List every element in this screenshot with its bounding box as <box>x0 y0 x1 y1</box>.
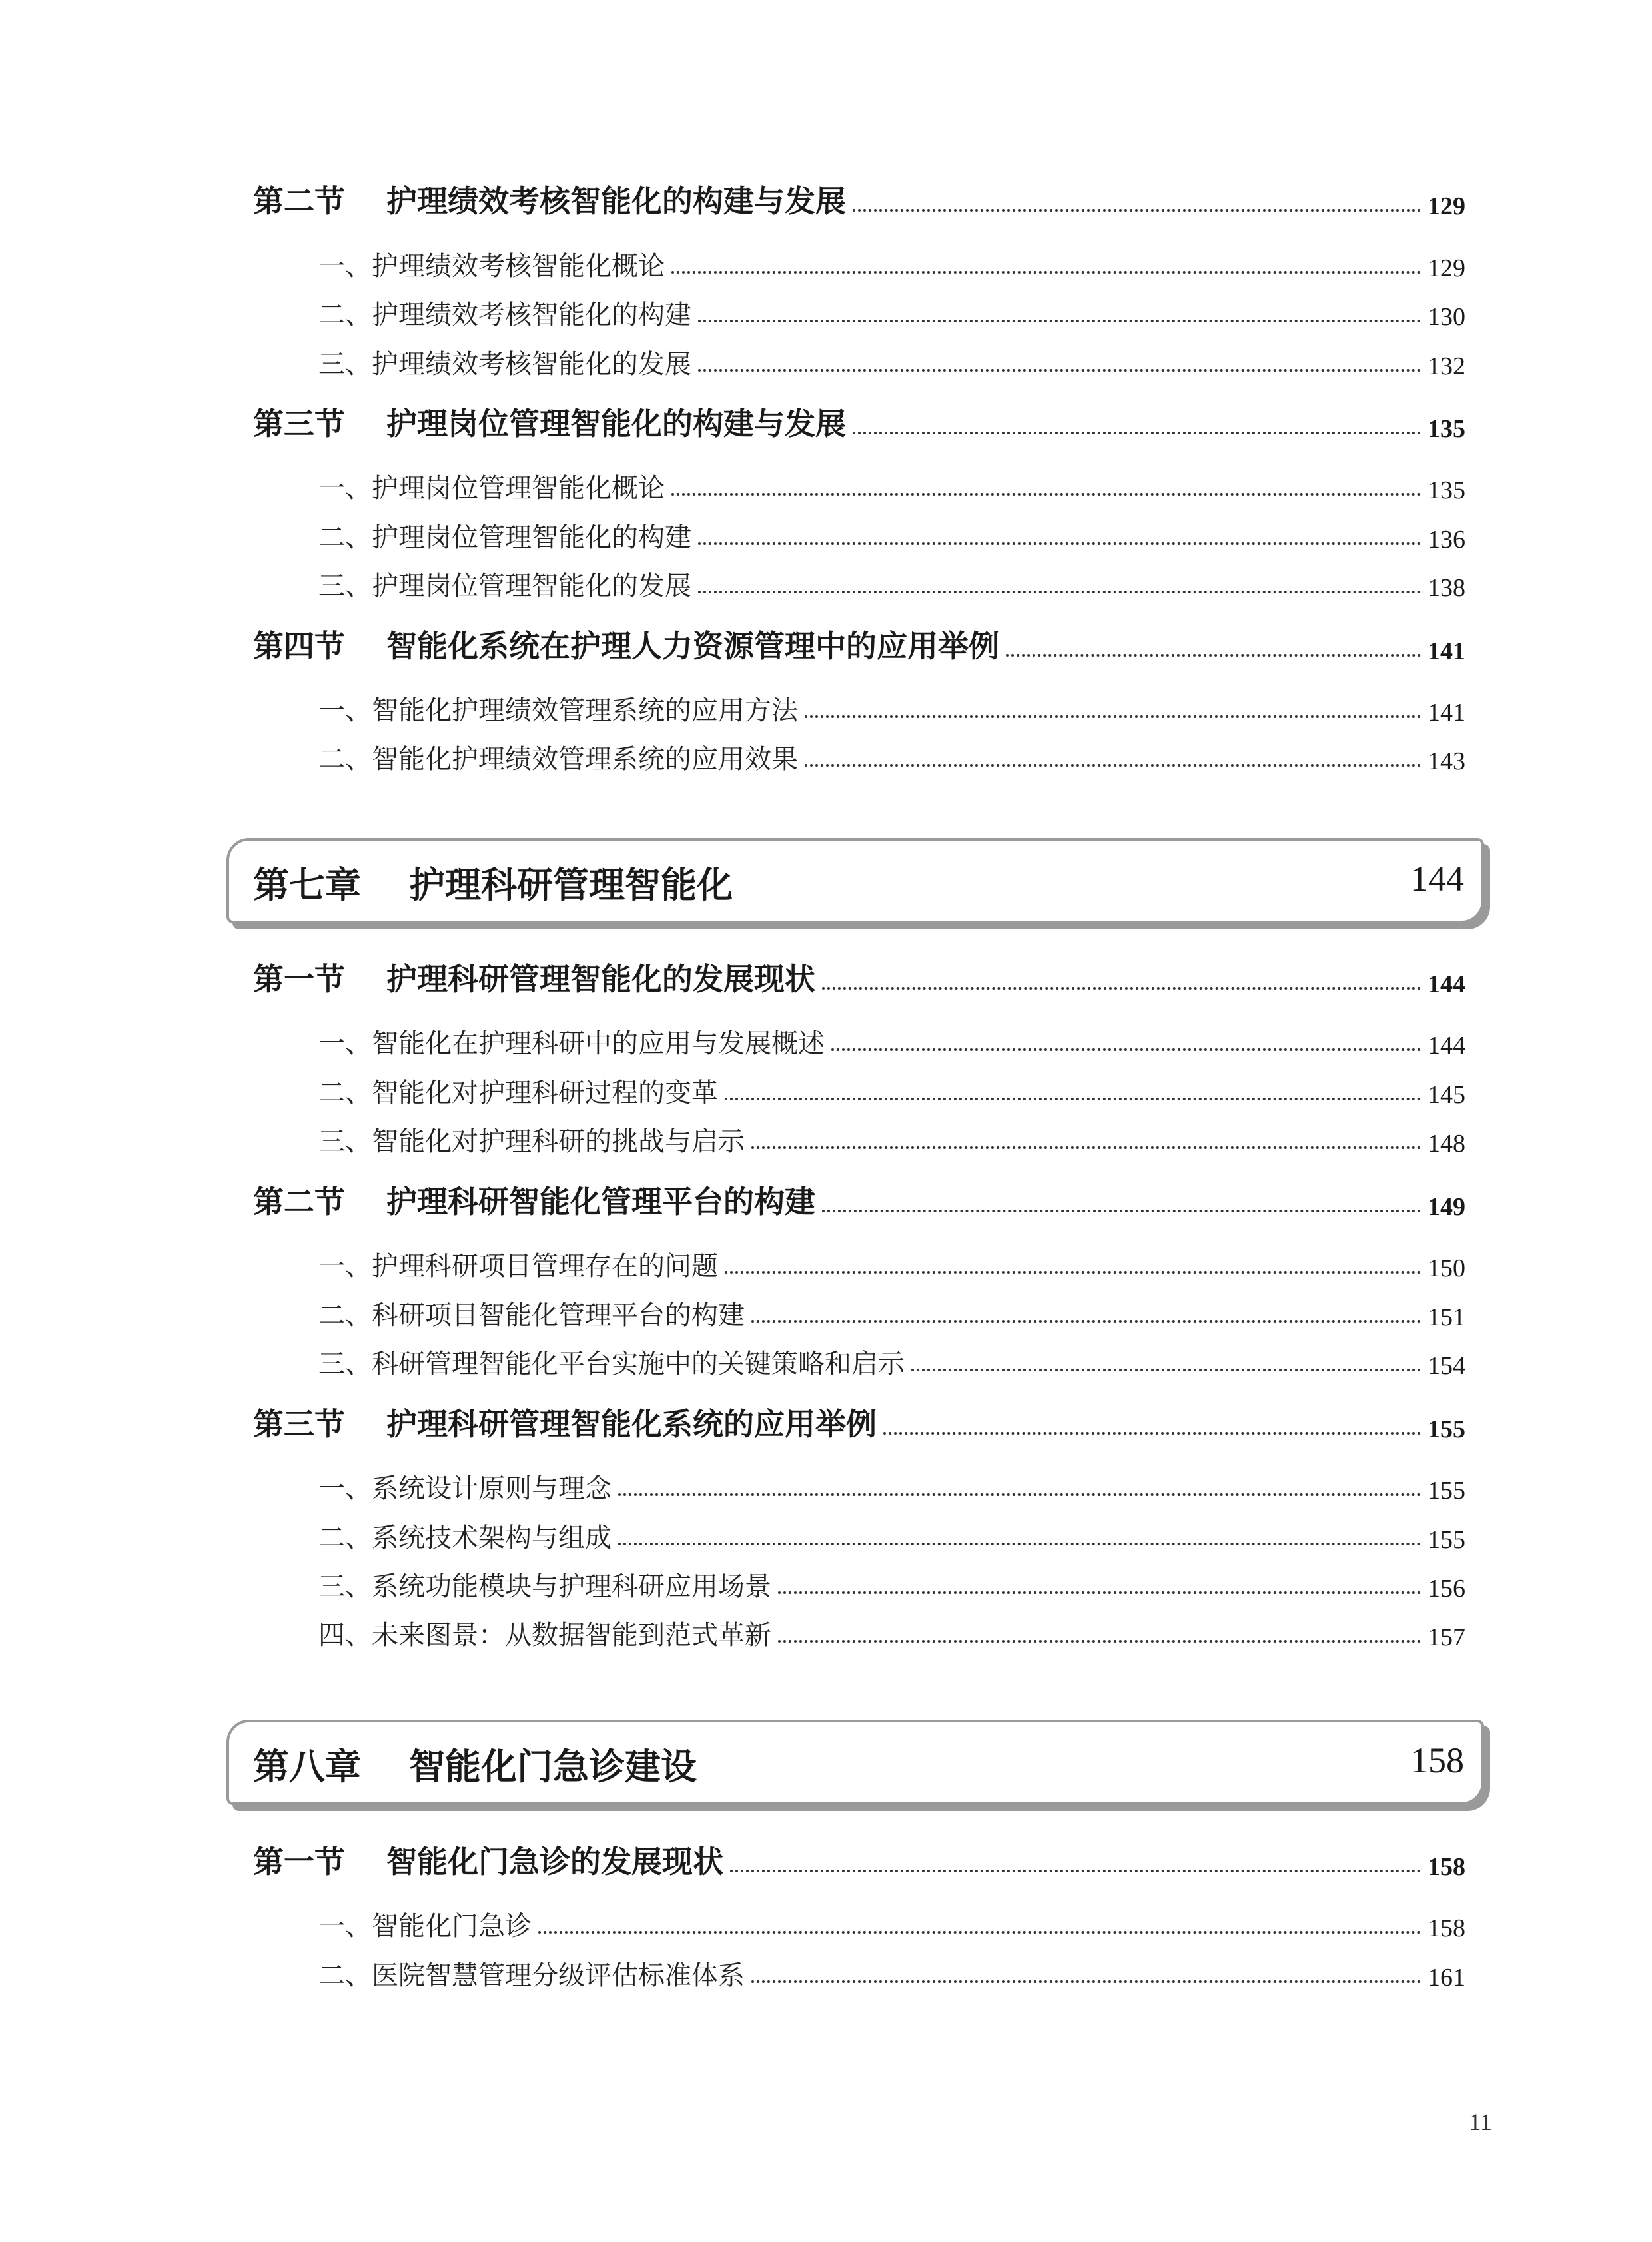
toc-item-entry[interactable] <box>318 236 1465 283</box>
item-title: 二、智能化护理绩效管理系统的应用效果 <box>318 744 798 775</box>
dot-leader <box>698 369 1421 372</box>
chapter-page-number: 158 <box>1410 1740 1464 1780</box>
dot-leader <box>618 1543 1421 1545</box>
dot-leader <box>751 1146 1421 1149</box>
chapter-page-number: 144 <box>1410 859 1464 899</box>
item-title: 一、智能化在护理科研中的应用与发展概述 <box>318 1028 825 1059</box>
entry-page-number: 141 <box>1428 699 1465 727</box>
toc-item-entry[interactable] <box>318 729 1465 776</box>
item-title: 二、系统技术架构与组成 <box>318 1523 612 1553</box>
entry-page-number: 144 <box>1428 1032 1465 1060</box>
item-title: 一、护理岗位管理智能化概论 <box>318 473 665 504</box>
toc-item-entry[interactable] <box>318 508 1465 554</box>
toc-item-entry[interactable] <box>318 1557 1465 1603</box>
dot-leader <box>805 764 1421 767</box>
dot-leader <box>822 987 1421 990</box>
toc-item-entry[interactable] <box>318 1236 1465 1283</box>
dot-leader <box>831 1048 1421 1051</box>
item-title: 二、科研项目智能化管理平台的构建 <box>318 1300 745 1331</box>
dot-leader <box>698 320 1421 322</box>
chapter-heading <box>226 838 1484 923</box>
dot-leader <box>618 1493 1421 1496</box>
section-label: 第二节 <box>253 183 345 219</box>
chapter-label: 第七章 <box>253 864 361 906</box>
entry-page-number: 129 <box>1428 192 1465 220</box>
dot-leader <box>730 1870 1421 1872</box>
entry-page-number: 129 <box>1428 254 1465 282</box>
item-title: 三、护理绩效考核智能化的发展 <box>318 349 691 380</box>
toc-item-entry[interactable] <box>318 1508 1465 1555</box>
entry-page-number: 156 <box>1428 1575 1465 1603</box>
toc-section-entry[interactable] <box>253 1397 1465 1444</box>
section-label: 第一节 <box>253 961 345 997</box>
dot-leader <box>725 1271 1421 1274</box>
section-label: 第三节 <box>253 1406 345 1442</box>
toc-item-entry[interactable] <box>318 681 1465 727</box>
toc-item-entry[interactable] <box>318 1334 1465 1381</box>
toc-item-entry[interactable] <box>318 334 1465 381</box>
item-title: 四、未来图景：从数据智能到范式革新 <box>318 1620 771 1651</box>
dot-leader <box>778 1591 1421 1594</box>
chapter-title: 智能化门急诊建设 <box>409 1746 697 1788</box>
page-number: 11 <box>1469 2109 1492 2135</box>
section-title: 护理科研管理智能化系统的应用举例 <box>386 1406 877 1442</box>
dot-leader <box>538 1931 1421 1934</box>
toc-section-entry[interactable] <box>253 1175 1465 1222</box>
section-title: 智能化门急诊的发展现状 <box>386 1844 723 1880</box>
section-title: 智能化系统在护理人力资源管理中的应用举例 <box>386 628 999 664</box>
item-title: 三、科研管理智能化平台实施中的关键策略和启示 <box>318 1349 905 1379</box>
toc-section-entry[interactable] <box>253 1835 1465 1882</box>
entry-page-number: 145 <box>1428 1081 1465 1109</box>
chapter-heading <box>226 1720 1484 1805</box>
chapter-title: 护理科研管理智能化 <box>409 864 733 906</box>
toc-item-entry[interactable] <box>318 1459 1465 1505</box>
item-title: 二、护理绩效考核智能化的构建 <box>318 300 691 330</box>
entry-page-number: 155 <box>1428 1526 1465 1554</box>
entry-page-number: 135 <box>1428 476 1465 504</box>
entry-page-number: 151 <box>1428 1304 1465 1331</box>
entry-page-number: 136 <box>1428 526 1465 554</box>
entry-page-number: 141 <box>1428 637 1465 665</box>
dot-leader <box>751 1980 1421 1983</box>
entry-page-number: 138 <box>1428 574 1465 602</box>
dot-leader <box>671 493 1421 496</box>
toc-section-entry[interactable] <box>253 619 1465 666</box>
item-title: 一、护理科研项目管理存在的问题 <box>318 1251 718 1282</box>
item-title: 一、护理绩效考核智能化概论 <box>318 251 665 282</box>
dot-leader <box>751 1320 1421 1323</box>
section-label: 第四节 <box>253 628 345 664</box>
entry-page-number: 130 <box>1428 303 1465 331</box>
section-title: 护理绩效考核智能化的构建与发展 <box>386 183 846 219</box>
toc-item-entry[interactable] <box>318 556 1465 603</box>
entry-page-number: 135 <box>1428 415 1465 443</box>
section-label: 第一节 <box>253 1844 345 1880</box>
section-title: 护理科研智能化管理平台的构建 <box>386 1184 815 1220</box>
dot-leader <box>853 432 1421 434</box>
toc-item-entry[interactable] <box>318 1605 1465 1652</box>
section-label: 第二节 <box>253 1184 345 1220</box>
entry-page-number: 132 <box>1428 352 1465 380</box>
dot-leader <box>883 1432 1421 1435</box>
dot-leader <box>778 1640 1421 1643</box>
entry-page-number: 158 <box>1428 1914 1465 1942</box>
toc-item-entry[interactable] <box>318 1286 1465 1332</box>
dot-leader <box>822 1210 1421 1212</box>
item-title: 一、系统设计原则与理念 <box>318 1473 612 1504</box>
dot-leader <box>853 209 1421 212</box>
dot-leader <box>698 542 1421 545</box>
item-title: 三、护理岗位管理智能化的发展 <box>318 571 691 601</box>
toc-section-entry[interactable] <box>253 175 1465 221</box>
section-title: 护理岗位管理智能化的构建与发展 <box>386 406 846 442</box>
dot-leader <box>725 1098 1421 1100</box>
item-title: 二、医院智慧管理分级评估标准体系 <box>318 1960 745 1991</box>
toc-item-entry[interactable] <box>318 1946 1465 1992</box>
section-title: 护理科研管理智能化的发展现状 <box>386 961 815 997</box>
dot-leader <box>698 591 1421 593</box>
entry-page-number: 143 <box>1428 747 1465 775</box>
dot-leader <box>671 271 1421 274</box>
toc-item-entry[interactable] <box>318 1896 1465 1943</box>
entry-page-number: 155 <box>1428 1415 1465 1443</box>
dot-leader <box>911 1369 1421 1371</box>
toc-item-entry[interactable] <box>318 1112 1465 1158</box>
toc-section-entry[interactable] <box>253 952 1465 999</box>
section-label: 第三节 <box>253 406 345 442</box>
toc-item-entry[interactable] <box>318 1063 1465 1110</box>
item-title: 一、智能化门急诊 <box>318 1911 532 1942</box>
toc-section-entry[interactable] <box>253 397 1465 444</box>
dot-leader <box>1006 654 1421 657</box>
toc-item-entry[interactable] <box>318 285 1465 332</box>
entry-page-number: 149 <box>1428 1193 1465 1221</box>
entry-page-number: 148 <box>1428 1130 1465 1158</box>
item-title: 二、护理岗位管理智能化的构建 <box>318 522 691 553</box>
chapter-label: 第八章 <box>253 1746 361 1788</box>
entry-page-number: 154 <box>1428 1352 1465 1380</box>
entry-page-number: 161 <box>1428 1964 1465 1992</box>
entry-page-number: 157 <box>1428 1623 1465 1651</box>
dot-leader <box>805 715 1421 718</box>
toc-item-entry[interactable] <box>318 458 1465 505</box>
item-title: 二、智能化对护理科研过程的变革 <box>318 1078 718 1108</box>
item-title: 三、系统功能模块与护理科研应用场景 <box>318 1571 771 1602</box>
toc-item-entry[interactable] <box>318 1014 1465 1060</box>
entry-page-number: 144 <box>1428 970 1465 998</box>
item-title: 一、智能化护理绩效管理系统的应用方法 <box>318 695 798 726</box>
entry-page-number: 150 <box>1428 1254 1465 1282</box>
item-title: 三、智能化对护理科研的挑战与启示 <box>318 1126 745 1157</box>
entry-page-number: 158 <box>1428 1853 1465 1881</box>
entry-page-number: 155 <box>1428 1477 1465 1505</box>
